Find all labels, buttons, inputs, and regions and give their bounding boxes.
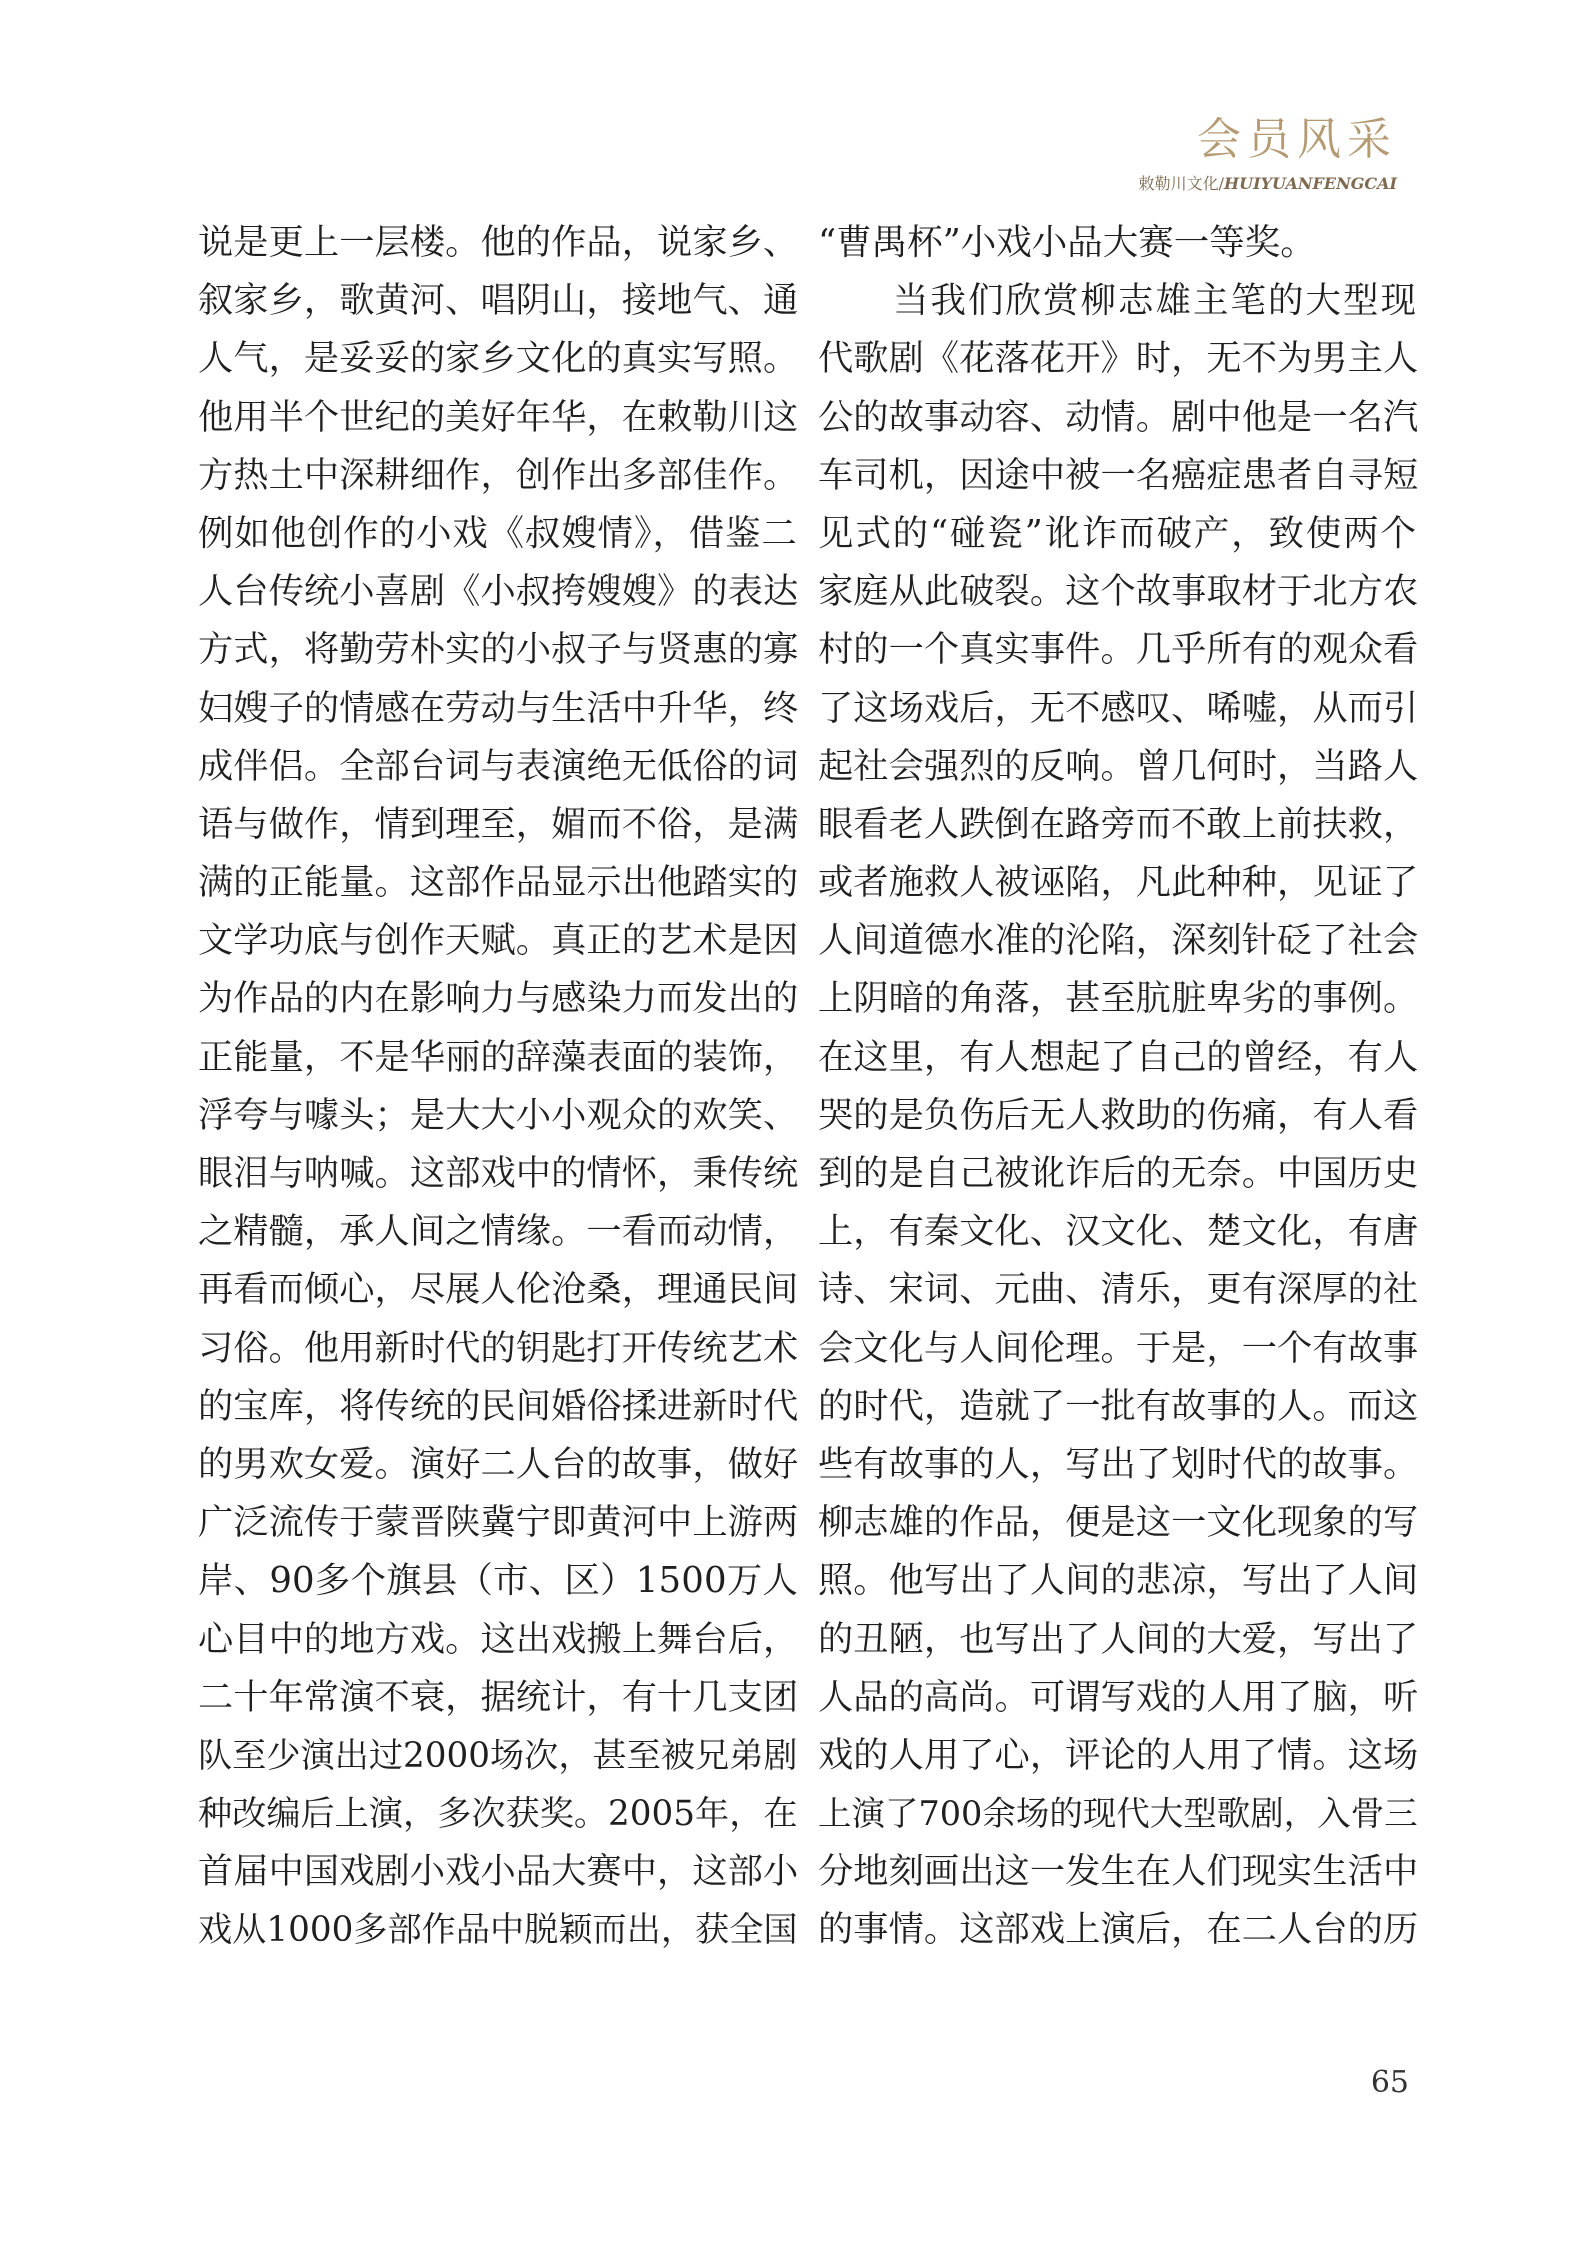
text-line: 车司机，因途中被一名癌症患者自寻短 bbox=[818, 454, 1419, 496]
text-line: 方式，将勤劳朴实的小叔子与贤惠的寡 bbox=[198, 629, 799, 671]
section-title: 会员风采 bbox=[1197, 114, 1397, 165]
text-line: 上，有秦文化、汉文化、楚文化，有唐 bbox=[818, 1211, 1419, 1253]
text-line: 满的正能量。这部作品显示出他踏实的 bbox=[198, 862, 799, 904]
text-line: 戏的人用了心，评论的人用了情。这场 bbox=[818, 1734, 1419, 1776]
section-header bbox=[1138, 114, 1397, 193]
text-line: 照。他写出了人间的悲凉，写出了人间 bbox=[818, 1560, 1419, 1602]
text-line: 分地刻画出这一发生在人们现实生活中 bbox=[818, 1851, 1419, 1893]
left-text-column bbox=[198, 214, 798, 1960]
text-line: 首届中国戏剧小戏小品大赛中，这部小 bbox=[198, 1851, 799, 1893]
text-line: 上演了700余场的现代大型歌剧，入骨三 bbox=[818, 1794, 1418, 1834]
text-line: 说是更上一层楼。他的作品，说家乡、 bbox=[198, 222, 799, 263]
text-line: 人品的高尚。可谓写戏的人用了脑，听 bbox=[818, 1676, 1419, 1718]
text-line: 的事情。这部戏上演后，在二人台的历 bbox=[818, 1909, 1419, 1951]
text-line: 二十年常演不衰，据统计，有十几支团 bbox=[198, 1676, 799, 1718]
text-line: 浮夸与噱头；是大大小小观众的欢笑、 bbox=[198, 1094, 799, 1136]
text-line: 村的一个真实事件。几乎所有的观众看 bbox=[818, 629, 1419, 671]
text-line: 在这里，有人想起了自己的曾经，有人 bbox=[818, 1036, 1419, 1078]
text-line: 柳志雄的作品，便是这一文化现象的写 bbox=[818, 1502, 1419, 1544]
text-line: 上阴暗的角落，甚至肮脏卑劣的事例。 bbox=[818, 978, 1419, 1020]
text-line: 例如他创作的小戏《叔嫂情》，借鉴二 bbox=[198, 512, 798, 554]
text-line: “曹禺杯”小戏小品大赛一等奖。 bbox=[818, 222, 1316, 263]
text-line: 队至少演出过2000场次，甚至被兄弟剧 bbox=[198, 1735, 798, 1776]
text-line: 家庭从此破裂。这个故事取材于北方农 bbox=[818, 571, 1419, 613]
text-line: 眼看老人跌倒在路旁而不敢上前扶救， bbox=[818, 803, 1419, 845]
text-line: 戏从1000多部作品中脱颖而出，获全国 bbox=[198, 1910, 798, 1951]
text-line: 的宝库，将传统的民间婚俗揉进新时代 bbox=[198, 1385, 799, 1427]
text-line: 他用半个世纪的美好年华，在敕勒川这 bbox=[198, 396, 799, 438]
subtitle-en: HUIYUANFENGCAI bbox=[1224, 174, 1397, 193]
text-line: 之精髓，承人间之情缘。一看而动情， bbox=[198, 1211, 799, 1253]
text-line: 广泛流传于蒙晋陕冀宁即黄河中上游两 bbox=[198, 1502, 799, 1544]
text-line: 会文化与人间伦理。于是，一个有故事 bbox=[818, 1327, 1419, 1369]
text-line: 或者施救人被诬陷，凡此种种，见证了 bbox=[818, 862, 1419, 904]
text-line: 人间道德水准的沦陷，深刻针砭了社会 bbox=[818, 920, 1419, 962]
text-line: 成伴侣。全部台词与表演绝无低俗的词 bbox=[198, 745, 799, 787]
text-line: 语与做作，情到理至，媚而不俗，是满 bbox=[198, 803, 799, 845]
text-line: 起社会强烈的反响。曾几何时，当路人 bbox=[818, 745, 1419, 787]
subtitle-cn: 敕勒川文化 bbox=[1138, 174, 1219, 193]
text-line: 当我们欣赏柳志雄主笔的大型现 bbox=[818, 280, 1419, 322]
text-line: 文学功底与创作天赋。真正的艺术是因 bbox=[198, 920, 799, 962]
text-line: 习俗。他用新时代的钥匙打开传统艺术 bbox=[198, 1327, 799, 1369]
right-text-column bbox=[818, 214, 1418, 1960]
text-line: 为作品的内在影响力与感染力而发出的 bbox=[198, 978, 799, 1020]
text-line: 哭的是负伤后无人救助的伤痛，有人看 bbox=[818, 1094, 1419, 1136]
section-subtitle bbox=[1139, 176, 1397, 192]
text-line: 妇嫂子的情感在劳动与生活中升华，终 bbox=[198, 687, 799, 729]
text-line: 人台传统小喜剧《小叔挎嫂嫂》的表达 bbox=[198, 571, 799, 613]
text-line: 的时代，造就了一批有故事的人。而这 bbox=[818, 1385, 1419, 1427]
text-line: 心目中的地方戏。这出戏搬上舞台后， bbox=[198, 1618, 799, 1660]
text-line: 岸、90多个旗县（市、区）1500万人 bbox=[198, 1560, 799, 1602]
text-line: 了这场戏后，无不感叹、唏嘘，从而引 bbox=[818, 687, 1419, 729]
text-line: 诗、宋词、元曲、清乐，更有深厚的社 bbox=[818, 1269, 1419, 1311]
text-line: 叙家乡，歌黄河、唱阴山，接地气、通 bbox=[198, 280, 799, 322]
text-line: 正能量，不是华丽的辞藻表面的装饰， bbox=[198, 1036, 799, 1078]
text-line: 公的故事动容、动情。剧中他是一名汽 bbox=[818, 396, 1419, 438]
text-line: 些有故事的人，写出了划时代的故事。 bbox=[818, 1443, 1419, 1485]
text-line: 眼泪与呐喊。这部戏中的情怀，秉传统 bbox=[198, 1153, 799, 1194]
text-line: 见式的“碰瓷”讹诈而破产，致使两个 bbox=[818, 512, 1418, 554]
page-number: 65 bbox=[1370, 2065, 1409, 2100]
text-line: 的丑陋，也写出了人间的大爱，写出了 bbox=[818, 1618, 1419, 1660]
text-line: 人气，是妥妥的家乡文化的真实写照。 bbox=[198, 338, 799, 380]
text-line: 方热土中深耕细作，创作出多部佳作。 bbox=[198, 454, 799, 496]
text-line: 到的是自己被讹诈后的无奈。中国历史 bbox=[818, 1153, 1419, 1194]
text-line: 代歌剧《花落花开》时，无不为男主人 bbox=[818, 338, 1419, 380]
text-line: 种改编后上演，多次获奖。2005年，在 bbox=[198, 1794, 798, 1835]
subtitle-separator: / bbox=[1218, 174, 1225, 193]
text-line: 再看而倾心，尽展人伦沧桑，理通民间 bbox=[198, 1269, 799, 1311]
text-line: 的男欢女爱。演好二人台的故事，做好 bbox=[198, 1443, 799, 1485]
